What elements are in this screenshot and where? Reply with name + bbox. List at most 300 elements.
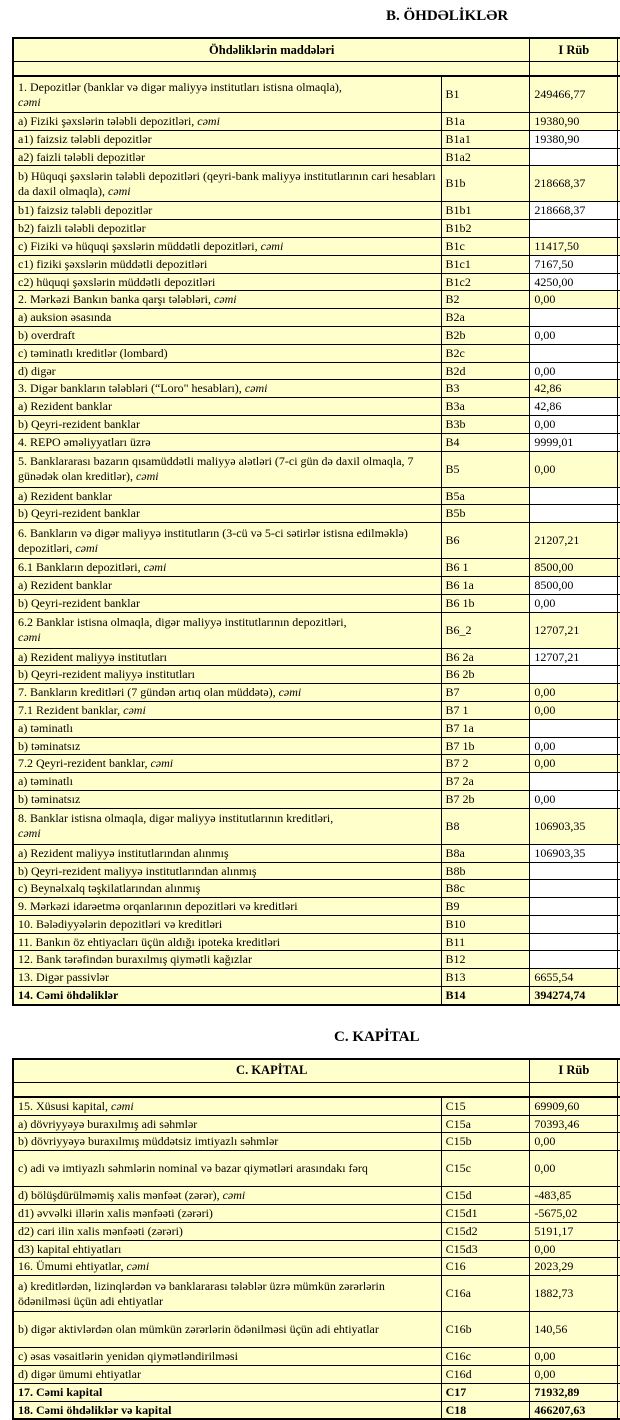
item-label <box>13 113 441 131</box>
table-row <box>13 1366 620 1384</box>
table-row <box>13 951 620 969</box>
item-label-text: 18. Cəmi öhdəliklər və kapital <box>18 1402 172 1417</box>
item-value: 11417,50 <box>530 237 618 255</box>
item-value: 106903,35 <box>530 844 618 862</box>
table-row <box>13 130 620 148</box>
table-row <box>13 1401 620 1419</box>
item-code: B1c2 <box>441 273 530 291</box>
item-label <box>13 808 441 844</box>
table-row <box>13 1115 620 1133</box>
table-row <box>13 309 620 327</box>
item-value: 42,86 <box>530 398 618 416</box>
item-label <box>13 398 441 416</box>
items-header: C. KAPİTAL <box>13 1059 530 1083</box>
spacer-cell <box>530 1082 618 1097</box>
item-code: C16b <box>441 1312 530 1348</box>
item-label-italic: cəmi <box>213 292 237 307</box>
item-code: B5a <box>441 487 530 505</box>
item-label-text: a) Rezident maliyyə institutları <box>18 649 167 664</box>
table-row <box>13 202 620 220</box>
item-code: C15d3 <box>441 1240 530 1258</box>
table-row <box>13 1151 620 1187</box>
item-code: C16c <box>441 1348 530 1366</box>
spacer-cell <box>13 1082 530 1097</box>
item-label-text: b) Qeyri-rezident banklar <box>18 416 140 431</box>
table-row <box>13 862 620 880</box>
item-value <box>530 487 618 505</box>
item-label-italic: cəmi <box>123 702 146 717</box>
item-label <box>13 1097 441 1115</box>
table-row <box>13 880 620 898</box>
item-value: 6655,54 <box>530 969 618 987</box>
item-label <box>13 255 441 273</box>
item-label-text: 4. REPO əməliyyatları üzrə <box>18 434 151 449</box>
item-label-text: c) Fiziki və hüquqi şəxslərin müddətli depozitləri, <box>18 238 258 253</box>
item-code: C15d1 <box>441 1205 530 1223</box>
item-code: C16 <box>441 1258 530 1276</box>
item-value: 0,00 <box>530 594 618 612</box>
table-row <box>13 1240 620 1258</box>
item-label <box>13 220 441 238</box>
item-value: 0,00 <box>530 1240 618 1258</box>
table-row <box>13 612 620 648</box>
item-value: 140,56 <box>530 1312 618 1348</box>
item-label-italic: cəmi <box>18 826 41 841</box>
item-value <box>530 344 618 362</box>
item-label <box>13 291 441 309</box>
table-row <box>13 790 620 808</box>
item-code: C17 <box>441 1383 530 1401</box>
table-row <box>13 487 620 505</box>
item-label-text: 12. Bank tərəfindən buraxılmış qiymətli kağızlar <box>18 952 252 967</box>
item-value: 249466,77 <box>530 76 618 113</box>
item-code: B3 <box>441 380 530 398</box>
table-row <box>13 148 620 166</box>
item-value: 12707,21 <box>530 648 618 666</box>
table-row <box>13 773 620 791</box>
item-label <box>13 1115 441 1133</box>
item-label-text: a) dövriyyəyə buraxılmış adi səhmlər <box>18 1116 198 1131</box>
item-label <box>13 344 441 362</box>
item-label-text: c) əsas vəsaitlərin yenidən qiymətləndirilməsi <box>18 1349 238 1364</box>
item-value: 19380,90 <box>530 113 618 131</box>
item-label-text: d) digər ümumi ehtiyatlar <box>18 1367 141 1382</box>
table-row <box>13 576 620 594</box>
item-label <box>13 130 441 148</box>
item-label-text: b) dövriyyəyə buraxılmış müddətsiz imtiyazlı səhmlər <box>18 1134 279 1149</box>
item-label-text: 6. Bankların və digər maliyyə institutların (3-cü və 5-ci sətirlər istisna edilməklə) depozitləri, <box>18 525 408 555</box>
item-label <box>13 951 441 969</box>
item-value: 0,00 <box>530 362 618 380</box>
item-label <box>13 202 441 220</box>
item-code: B7 1b <box>441 737 530 755</box>
item-code: B6_2 <box>441 612 530 648</box>
item-label <box>13 1312 441 1348</box>
item-label-text: 1. Depozitlər (banklar və digər maliyyə institutları istisna olmaqla), <box>18 79 342 94</box>
table-row <box>13 666 620 684</box>
item-label-italic: cəmi <box>111 1098 134 1113</box>
item-value <box>530 862 618 880</box>
item-label-italic: cəmi <box>222 1188 246 1203</box>
item-label <box>13 684 441 702</box>
item-code: B6 1b <box>441 594 530 612</box>
item-code: B6 2a <box>441 648 530 666</box>
table-row <box>13 594 620 612</box>
item-label-italic: cəmi <box>278 685 302 700</box>
item-label <box>13 166 441 202</box>
item-label-text: b) Qeyri-rezident banklar <box>18 595 140 610</box>
item-code: B3a <box>441 398 530 416</box>
item-label <box>13 594 441 612</box>
table-row <box>13 719 620 737</box>
table-row <box>13 1222 620 1240</box>
item-label <box>13 969 441 987</box>
table-row <box>13 969 620 987</box>
item-code: B1b1 <box>441 202 530 220</box>
section-b-title: B. ÖHDƏLİKLƏR <box>386 8 509 24</box>
item-value: 0,00 <box>530 451 618 487</box>
item-code: B9 <box>441 898 530 916</box>
item-label-text: 13. Digər passivlər <box>18 970 109 985</box>
item-code: B2 <box>441 291 530 309</box>
item-value: 5191,17 <box>530 1222 618 1240</box>
item-label-text: a2) faizli tələbli depozitlər <box>18 149 145 164</box>
item-label-italic: cəmi <box>260 238 284 253</box>
item-label <box>13 362 441 380</box>
spacer-row <box>13 62 620 77</box>
item-value: 218668,37 <box>530 202 618 220</box>
item-label <box>13 1276 441 1312</box>
item-label <box>13 987 441 1005</box>
item-label-text: 5. Banklararası bazarın qısamüddətli maliyyə alətləri (7-ci gün də daxil olmaqla, 7 günədək olan kreditlər), <box>18 454 414 484</box>
item-label-text: c) təminatlı kreditlər (lombard) <box>18 345 168 360</box>
item-label <box>13 790 441 808</box>
item-code: C16d <box>441 1366 530 1384</box>
item-label <box>13 1133 441 1151</box>
item-value <box>530 666 618 684</box>
table-row <box>13 433 620 451</box>
item-value: 1882,73 <box>530 1276 618 1312</box>
item-label-italic: cəmi <box>18 94 41 109</box>
table-row <box>13 255 620 273</box>
period-header: I Rüb <box>530 38 618 62</box>
item-label-text: c) Beynəlxalq təşkilatlarından alınmış <box>18 881 201 896</box>
item-code: B7 1 <box>441 701 530 719</box>
item-label-text: 11. Bankın öz ehtiyacları üçün aldığı ipoteka kreditləri <box>18 934 281 949</box>
table-row <box>13 808 620 844</box>
item-label <box>13 773 441 791</box>
table-row <box>13 1312 620 1348</box>
item-value <box>530 220 618 238</box>
item-label <box>13 380 441 398</box>
item-code: B1b2 <box>441 220 530 238</box>
item-label <box>13 933 441 951</box>
item-label <box>13 1222 441 1240</box>
item-value: 0,00 <box>530 737 618 755</box>
table-row <box>13 1187 620 1205</box>
item-label-text: 17. Cəmi kapital <box>18 1384 103 1399</box>
item-code: B13 <box>441 969 530 987</box>
item-code: B3b <box>441 415 530 433</box>
item-code: B6 1a <box>441 576 530 594</box>
item-value: 4250,00 <box>530 273 618 291</box>
item-value <box>530 309 618 327</box>
item-label <box>13 666 441 684</box>
table-row <box>13 648 620 666</box>
item-label <box>13 719 441 737</box>
table-row <box>13 291 620 309</box>
item-code: B2b <box>441 326 530 344</box>
item-code: B8b <box>441 862 530 880</box>
item-value: -483,85 <box>530 1187 618 1205</box>
item-value: 0,00 <box>530 415 618 433</box>
item-label <box>13 309 441 327</box>
table-row <box>13 273 620 291</box>
item-code: B2d <box>441 362 530 380</box>
item-value: 8500,00 <box>530 576 618 594</box>
item-value: 0,00 <box>530 1366 618 1384</box>
item-value: 42,86 <box>530 380 618 398</box>
item-code: B1a <box>441 113 530 131</box>
table-row <box>13 684 620 702</box>
item-code: B10 <box>441 915 530 933</box>
item-label <box>13 1205 441 1223</box>
table-row <box>13 451 620 487</box>
item-label <box>13 1383 441 1401</box>
item-label-text: a) Rezident maliyyə institutlarından alınmış <box>18 845 229 860</box>
item-value: 106903,35 <box>530 808 618 844</box>
table-row <box>13 915 620 933</box>
item-label-text: b) digər aktivlərdən olan mümkün zərərlərin ödənilməsi üçün adi ehtiyatlar <box>18 1322 379 1337</box>
table-row <box>13 326 620 344</box>
item-code: B6 1 <box>441 559 530 577</box>
item-label <box>13 862 441 880</box>
item-label <box>13 1366 441 1384</box>
item-value: 394274,74 <box>530 987 618 1005</box>
item-code: B7 2 <box>441 755 530 773</box>
item-label <box>13 326 441 344</box>
item-value <box>530 880 618 898</box>
item-value: 0,00 <box>530 291 618 309</box>
item-label-text: b) Qeyri-rezident maliyyə institutları <box>18 667 195 682</box>
item-label <box>13 701 441 719</box>
item-code: B7 2a <box>441 773 530 791</box>
table-row <box>13 220 620 238</box>
item-value <box>530 951 618 969</box>
item-label-text: 10. Bələdiyyələrin depozitləri və kreditləri <box>18 916 223 931</box>
item-label-text: 14. Cəmi öhdəliklər <box>18 988 119 1003</box>
item-value <box>530 898 618 916</box>
item-label-text: b) Qeyri-rezident maliyyə institutlarından alınmış <box>18 863 257 878</box>
item-label-italic: cəmi <box>244 381 268 396</box>
item-value: 70393,46 <box>530 1115 618 1133</box>
item-label-text: a) Rezident banklar <box>18 399 112 414</box>
item-label-text: 16. Ümumi ehtiyatlar, <box>18 1259 124 1274</box>
item-label-text: d3) kapital ehtiyatları <box>18 1241 122 1256</box>
item-label-italic: cəmi <box>75 540 98 555</box>
item-label <box>13 755 441 773</box>
item-code: B1a2 <box>441 148 530 166</box>
item-label-text: 7.2 Qeyri-rezident banklar, <box>18 756 148 771</box>
item-value: 21207,21 <box>530 523 618 559</box>
item-label <box>13 1187 441 1205</box>
table-row <box>13 166 620 202</box>
item-label <box>13 844 441 862</box>
item-label-text: 9. Mərkəzi idarəetmə orqanlarının depozitləri və kreditləri <box>18 899 298 914</box>
item-value: 8500,00 <box>530 559 618 577</box>
item-label <box>13 612 441 648</box>
table-row <box>13 362 620 380</box>
item-label <box>13 648 441 666</box>
item-label <box>13 76 441 113</box>
table-row <box>13 237 620 255</box>
table-row <box>13 1205 620 1223</box>
item-label <box>13 1401 441 1419</box>
item-code: B6 <box>441 523 530 559</box>
item-label <box>13 1151 441 1187</box>
table-row <box>13 113 620 131</box>
table-row <box>13 505 620 523</box>
item-label-italic: cəmi <box>18 630 41 645</box>
item-value <box>530 933 618 951</box>
item-code: C15b <box>441 1133 530 1151</box>
table-row <box>13 898 620 916</box>
item-label <box>13 559 441 577</box>
item-code: B1 <box>441 76 530 113</box>
item-label-text: a) Rezident banklar <box>18 488 112 503</box>
item-label-text: d1) əvvəlki illərin xalis mənfəəti (zərəri) <box>18 1206 213 1221</box>
item-label-text: b1) faizsiz tələbli depozitlər <box>18 203 153 218</box>
item-value: 0,00 <box>530 684 618 702</box>
item-value: 19380,90 <box>530 130 618 148</box>
item-label-text: b) təminatsız <box>18 738 81 753</box>
item-label <box>13 576 441 594</box>
item-label-text: b2) faizli tələbli depozitlər <box>18 221 146 236</box>
item-code: C15d2 <box>441 1222 530 1240</box>
item-label-text: a) Fiziki şəxslərin tələbli depozitləri, <box>18 114 195 128</box>
item-label-text: a) təminatlı <box>18 774 73 789</box>
item-code: B2c <box>441 344 530 362</box>
item-code: C15d <box>441 1187 530 1205</box>
item-label <box>13 1240 441 1258</box>
table-row <box>13 1097 620 1115</box>
spacer-cell <box>13 62 530 77</box>
capital-table <box>12 1058 620 1420</box>
item-code: C15 <box>441 1097 530 1115</box>
item-label <box>13 523 441 559</box>
item-label-italic: cəmi <box>107 183 131 198</box>
item-label-text: b) overdraft <box>18 327 75 342</box>
item-code: B1a1 <box>441 130 530 148</box>
header-row <box>13 1059 620 1083</box>
item-label <box>13 1348 441 1366</box>
item-label-text: 6.1 Bankların depozitləri, <box>18 560 141 575</box>
item-value <box>530 505 618 523</box>
period-header: I Rüb <box>530 1059 618 1083</box>
item-label-italic: cəmi <box>143 560 167 575</box>
item-value <box>530 915 618 933</box>
item-label-text: 2. Mərkəzi Bankın banka qarşı tələbləri, <box>18 292 211 307</box>
item-label <box>13 148 441 166</box>
item-label-italic: cəmi <box>135 469 159 484</box>
item-label-text: b) təminatsız <box>18 791 81 806</box>
table-row <box>13 380 620 398</box>
item-label <box>13 915 441 933</box>
item-label-text: a1) faizsiz tələbli depozitlər <box>18 131 152 146</box>
table-row <box>13 344 620 362</box>
item-code: B14 <box>441 987 530 1005</box>
table-row <box>13 1348 620 1366</box>
item-value: 0,00 <box>530 1133 618 1151</box>
item-code: C16a <box>441 1276 530 1312</box>
item-value: 0,00 <box>530 1151 618 1187</box>
table-row <box>13 76 620 113</box>
item-code: B7 1a <box>441 719 530 737</box>
item-value: 7167,50 <box>530 255 618 273</box>
item-code: B8 <box>441 808 530 844</box>
liabilities-table <box>12 37 620 1006</box>
item-label-text: d) bölüşdürülməmiş xalis mənfəət (zərər), <box>18 1188 220 1203</box>
spacer-cell <box>530 62 618 77</box>
item-code: B8a <box>441 844 530 862</box>
items-header: Öhdəliklərin maddələri <box>13 38 530 62</box>
item-code: B5 <box>441 451 530 487</box>
item-code: B11 <box>441 933 530 951</box>
item-value <box>530 148 618 166</box>
item-label <box>13 505 441 523</box>
table-row <box>13 737 620 755</box>
item-value <box>530 773 618 791</box>
item-label <box>13 1258 441 1276</box>
item-label-italic: cəmi <box>126 1259 150 1274</box>
spacer-row <box>13 1082 620 1097</box>
table-row <box>13 1258 620 1276</box>
table-row <box>13 701 620 719</box>
table-row <box>13 523 620 559</box>
item-value: 71932,89 <box>530 1383 618 1401</box>
item-label-text: c1) fiziki şəxslərin müddətli depozitləri <box>18 256 208 271</box>
table-row <box>13 559 620 577</box>
item-label-text: d2) cari ilin xalis mənfəəti (zərəri) <box>18 1223 183 1238</box>
item-value: -5675,02 <box>530 1205 618 1223</box>
item-label <box>13 487 441 505</box>
item-label <box>13 451 441 487</box>
item-code: B12 <box>441 951 530 969</box>
item-label-text: 15. Xüsusi kapital, <box>18 1098 108 1113</box>
item-label-text: a) kreditlərdən, lizinqlərdən və banklararası tələblər üzrə mümkün zərərlərin ödənilməsi üçün adi ehtiyatlar <box>18 1278 385 1308</box>
item-value: 9999,01 <box>530 433 618 451</box>
item-label-text: 3. Digər bankların tələbləri (“Loro" hesabları), <box>18 381 242 396</box>
item-value: 12707,21 <box>530 612 618 648</box>
item-label-text: d) digər <box>18 363 56 378</box>
item-label-text: c) adi və imtiyazlı səhmlərin nominal və bazar qiymətləri arasındakı fərq <box>18 1161 368 1176</box>
item-label <box>13 433 441 451</box>
item-label-text: a) təminatlı <box>18 720 73 735</box>
item-label-text: 7. Bankların kreditləri (7 gündən artıq olan müddətə), <box>18 685 276 700</box>
item-value: 0,00 <box>530 326 618 344</box>
item-label-text: 8. Banklar istisna olmaqla, digər maliyyə institutlarının kreditləri, <box>18 811 334 826</box>
item-code: C18 <box>441 1401 530 1419</box>
item-label-text: a) Rezident banklar <box>18 577 112 592</box>
item-code: C15c <box>441 1151 530 1187</box>
table-row <box>13 933 620 951</box>
item-value: 218668,37 <box>530 166 618 202</box>
item-label-text: b) Hüquqi şəxslərin tələbli depozitləri (qeyri-bank maliyyə institutlarının cari hesabları da daxil olmaqla), <box>18 169 436 198</box>
table-row <box>13 1383 620 1401</box>
table-row <box>13 415 620 433</box>
item-label <box>13 237 441 255</box>
item-code: B1c <box>441 237 530 255</box>
